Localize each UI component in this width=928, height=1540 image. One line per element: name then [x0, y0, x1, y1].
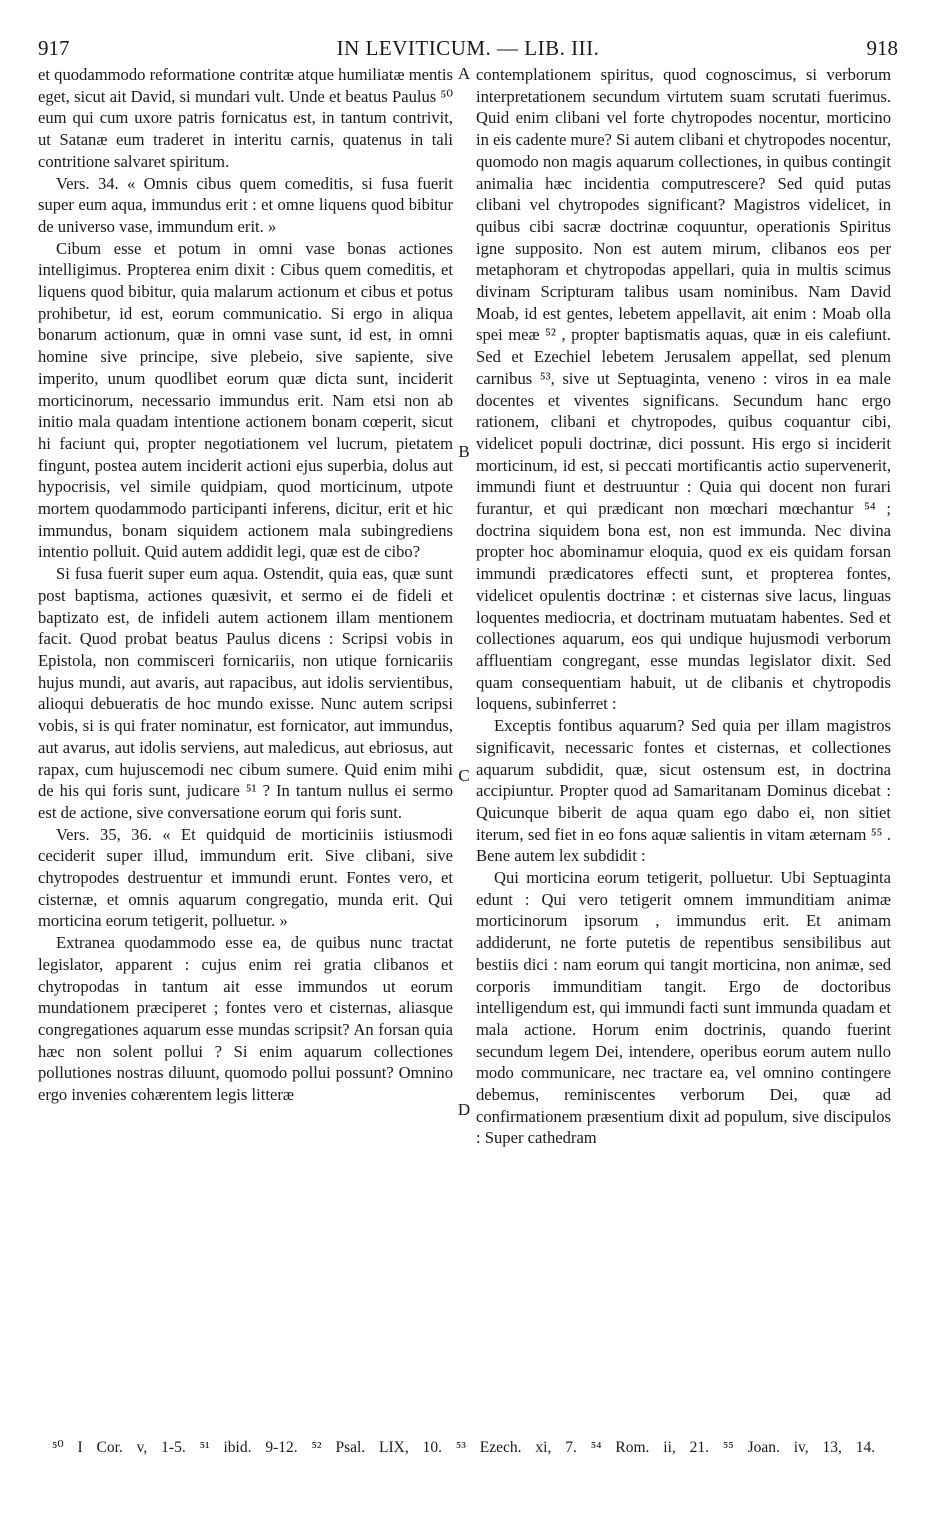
- margin-marker-d: D: [457, 1100, 471, 1119]
- verse-citation: Vers. 35, 36. « Et quidquid de morticiniis istiusmodi ceciderit super illud, immundum erit. Sive clibani, sive chytropodes destruentur et immundi erunt. Fontes vero, et cisternæ, et omnis aquarum congregatio, munda erit. Qui morticina eorum tetigerit, polluetur. »: [38, 824, 453, 931]
- margin-marker-c: C: [458, 766, 470, 785]
- right-column: [476, 64, 891, 1149]
- paragraph: Exceptis fontibus aquarum? Sed quia per illam magistros significavit, necessaric fontes et cisternas, et collectiones aquarum subdidit, quæ, sicut ostensum est, in doctrina accipiuntur. Propter quod ad Samaritanam Dominus dicebat : Quicunque biberit de aqua quam ego dabo ei, non sitiet iterum, sed fiet in eo fons aquæ salientis in vitam æternam ⁵⁵ . Bene autem lex subdidit :: [476, 716, 891, 866]
- margin-marker-b: B: [458, 442, 470, 461]
- paragraph: Si fusa fuerit super eum aqua. Ostendit, quia eas, quæ sunt post baptisma, actiones quæsivit, et sermo ei de fideli et baptizato est, de infideli autem actionem illam mentionem facit. Quod probat beatus Paulus dicens : Scripsi vobis in Epistola, non commisceri fornicariis, non utique fornicariis hujus mundi, aut avaris, aut rapacibus, aut idolis servientibus, alioqui debueratis de hoc mundo exisse. Nunc autem scripsi vobis, si is qui frater nominatur, est fornicator, aut immundus, aut avarus, aut idolis serviens, aut maledicus, aut ebriosus, aut rapax, cum hujuscemodi nec cibum sumere. Quid enim mihi de his qui foris sunt, judicare ⁵¹ ? In tantum nullus ei sermo est de actione, sive conversatione eorum qui foris sunt.: [38, 564, 453, 822]
- paragraph: et quodammodo reformatione contritæ atque humiliatæ mentis eget, sicut ait David, si mundari vult. Unde et beatus Paulus ⁵⁰ eum qui cum uxore patris fornicatus est, in tantum contrivit, ut Satanæ eum traderet in interitu carnis, quatenus in tali contritione salvaret spiritum.: [38, 65, 453, 171]
- right-page-number: 918: [866, 36, 898, 60]
- page-header: [38, 36, 898, 62]
- footnotes: ⁵⁰ I Cor. v, 1-5. ⁵¹ ibid. 9-12. ⁵² Psal. LIX, 10. ⁵³ Ezech. xi, 7. ⁵⁴ Rom. ii, 21. ⁵⁵ Joan. iv, 13, 14.: [52, 1439, 876, 1456]
- verse-citation: Vers. 34. « Omnis cibus quem comeditis, si fusa fuerit super eum aqua, immundus erit : et omne liquens quod bibitur de universo vase, immundum erit. »: [38, 173, 453, 236]
- paragraph: Qui morticina eorum tetigerit, polluetur. Ubi Septuaginta edunt : Qui vero tetigerit omnem immunditiam animæ morticinorum ipsorum , immundus erit. Et animam addiderunt, ne forte putetis de repentibus sensibilibus aut bestiis dici : nam eorum qui tangit morticina, non animæ, sed corporis immunditiam tangit. Ergo de doctoribus intelligendum est, qui immundi facti sunt immunda quadam et mala actione. Horum enim doctrinis, quando fuerint secundum legem Dei, intendere, operibus eorum autem nullo modo communicare, nec tractare ea, vel omnino contingere debemus, reminiscentes verborum Dei, quæ ad confirmationem præsentium dixit ad populum, sive discipulos : Super cathedram: [476, 868, 891, 1148]
- paragraph: contemplationem spiritus, quod cognoscimus, si verborum interpretationem secundum virtutem suam scrutati fuerimus. Quid enim clibani vel forte chytropodes nocentur, morticino in eis cadente mure? Si autem clibani et chytropodes nocentur, quomodo non magis aquarum collectiones, in quibus contingit animalia hæc incidentia computrescere? Sed quid putas clibani vel chytropodes significant? Magistros videlicet, in quibus cibi sacræ doctrinæ coquuntur, operationis Spiritus igne supposito. Non est autem mirum, clibanos eos per metaphoram et chytropodas appellari, quia in multis scimus divinam Scripturam talibus usam nominibus. Nam David Moab, id est gentes, lebetem appellavit, ait enim : Moab olla spei meæ ⁵² , propter baptismatis aquas, quæ in eis calefiunt. Sed et Ezechiel lebetem Jerusalem appellat, sed plenum carnibus ⁵³, sive ut Septuaginta, veneno : viros in ea male docentes et viventes significans. Secundum hanc ergo rationem, clibani et chytropodes, quibus coquantur cibi, videlicet populi doctrinæ, dici possunt. His ergo si inciderit morticinum, id est, si peccati mortificantis actio supervenerit, immundi fiunt et destruuntur : Quia qui docent non furari furantur, et qui prædicant non mœchari mœchantur ⁵⁴ ; doctrina siquidem bona est, non est immunda. Nec divina propter hoc abominamur eloquia, quod ex eis quidam forsan immundi prædicatores effecti sunt, et propterea fontes, videlicet opulentis doctrinæ : et cisternas sive lacus, linguas loquentes mediocria, et doctrinam mutuatam habentes. Sed et collectiones aquarum, eos qui undique hujusmodi verborum affluentiam congregant, esse mundas legislator dixit. Sed quam consequentiam habuit, ut de clibanis et chytropodis loquens, subinferret :: [476, 65, 891, 714]
- paragraph: Cibum esse et potum in omni vase bonas actiones intelligimus. Propterea enim dixit : Cibus quem comeditis, et liquens quod bibitur, quia malarum actionum et cibus et potus prohibetur, id est, eorum communicatio. Si ergo in aliqua bonarum actionum, quæ in omni vase sunt, id est, in omni homine sive principe, sive plebeio, sive sapiente, sive imperito, unum quodlibet eorum quæ dicta sunt, inciderit morticinorum, necessario immundus erit. Nam etsi non ab initio mala quadam intentione actionem bonam cœperit, sicut hi faciunt qui, propter negotiationem vel lucrum, pietatem fingunt, postea autem inciderit actioni ejus superbia, dolus aut hypocrisis, vel simile quidpiam, quod morticinum, utpote mortem quodammodo participanti inferens, dicitur, erit et hic immundus, bonam siquidem actionem mala subingrediens intentio polluit. Quid autem addidit legi, quæ est de cibo?: [38, 238, 453, 562]
- running-title: IN LEVITICUM. — LIB. III.: [336, 36, 600, 60]
- left-column: [38, 64, 453, 1106]
- left-page-number: 917: [38, 36, 70, 60]
- margin-marker-a: A: [457, 64, 471, 83]
- paragraph: Extranea quodammodo esse ea, de quibus nunc tractat legislator, apparent : cujus enim rei gratia clibanos et chytropodas in tantum ait esse immundos ut eorum mundationem præciperet ; fontes vero et cisternas, aliasque congregationes aquarum esse mundas scripsit? An forsan quia hæc non solent pollui ? Si enim aquarum collectiones pollutiones nostras diluunt, quomodo pollui possunt? Omnino ergo invenies cohærentem legis litteræ: [38, 933, 453, 1105]
